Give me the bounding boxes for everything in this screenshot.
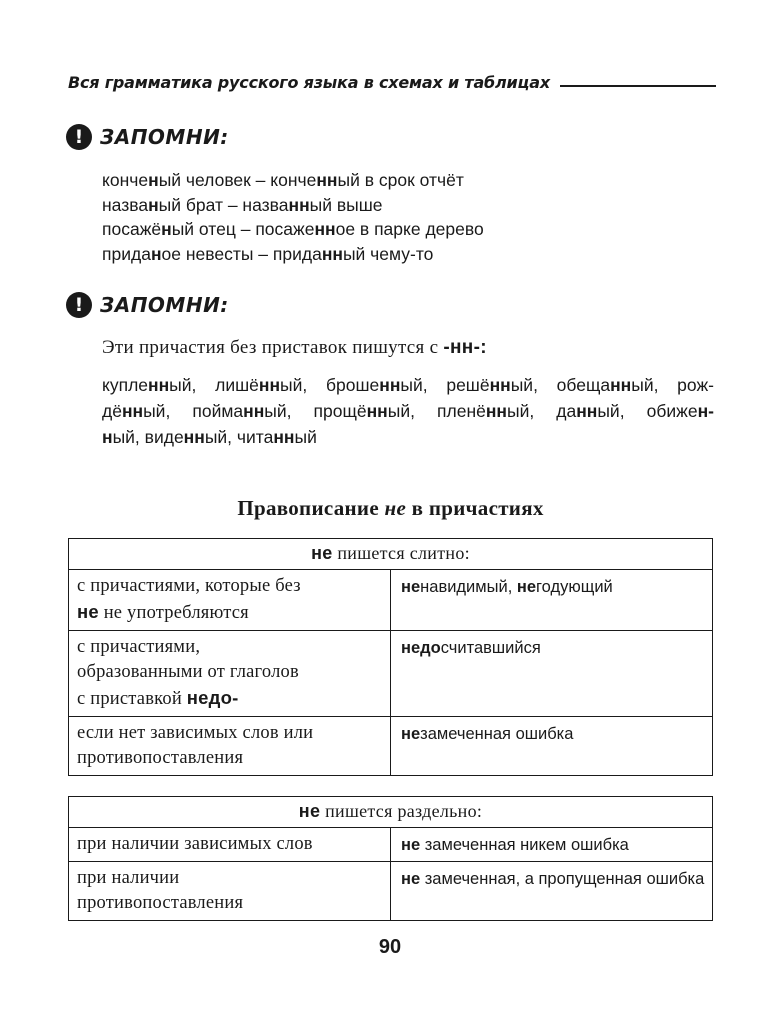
bold-fragment: нн [243,401,265,421]
text-fragment: ый, пленё [387,401,486,421]
bold-fragment: н [102,427,113,447]
example-cell [391,828,713,862]
text-line [102,424,714,450]
table-row [69,631,713,717]
bold-fragment: нн [273,427,295,447]
bold-fragment: нн [321,243,343,264]
text-line [102,398,714,424]
condition-cell [69,631,391,717]
text-fragment: ый, лишё [169,375,259,395]
section-title [68,496,713,521]
example-cell [391,862,713,921]
text-fragment: годующий [536,578,613,596]
bold-fragment: нн [366,401,388,421]
bold-fragment: н- [697,401,714,421]
text-fragment: с причастиями, [77,637,201,657]
text-fragment: ый, обиже [597,401,698,421]
remember-heading-2 [66,292,229,318]
text-fragment: ый в срок отчёт [337,170,464,190]
bold-fragment: нн [183,427,205,447]
intro-text: Эти причастия без приставок пишутся с [102,337,439,358]
table-separate-spelling [68,796,713,921]
remember-heading-1 [66,124,229,150]
bold-fragment: не [516,578,537,596]
text-fragment: ый, решё [400,375,490,395]
text-fragment: с приставкой [77,689,187,709]
bold-fragment: нн [316,170,338,190]
text-line [102,372,714,398]
text-line [102,168,722,193]
text-fragment: назва [102,194,149,215]
bold-fragment: нн [121,401,144,421]
table-header [69,797,713,828]
page-number: 90 [378,936,402,958]
bold-fragment: не [401,836,421,854]
text-fragment: ый, обеща [510,375,611,395]
bold-fragment: нн [314,219,336,239]
remember-list-1 [102,168,722,266]
remember-intro [102,336,722,360]
text-fragment: при наличии зависимых слов [77,834,313,854]
table-row [69,570,713,631]
bold-fragment: нн [288,194,310,215]
condition-cell [69,862,391,921]
text-fragment: ое в парке дерево [335,219,484,239]
header-keyword: не [311,543,333,563]
text-line [102,217,722,242]
exclamation-icon: ! [66,124,92,150]
text-fragment: ый, чита [204,427,274,447]
bold-fragment: нн [610,375,632,395]
remember-title-1: ЗАПОМНИ: [100,125,229,149]
text-fragment: ый человек – конче [158,170,317,190]
text-fragment: противопоставления [77,893,244,913]
bold-fragment: не [401,725,421,743]
header-title: Вся грамматика русского языка в схемах и таблицах [68,73,550,92]
intro-suffix-mark: -нн-: [443,337,487,358]
bold-fragment: недо- [186,687,239,708]
section-title-post: в причастиях [411,496,544,520]
example-cell [391,570,713,631]
text-fragment: ый, да [506,401,577,421]
text-fragment: ый, прощё [264,401,367,421]
text-fragment: с причастиями, которые без [77,576,301,596]
bold-fragment: нн [258,375,281,395]
text-fragment: замеченная, а пропущенная ошибка [420,870,705,888]
bold-fragment: н [161,219,172,239]
text-fragment: ое невесты – прида [161,243,322,264]
bold-fragment: нн [148,375,170,395]
text-fragment: замеченная никем ошибка [420,836,629,854]
text-fragment: навидимый, [420,578,517,596]
exclamation-icon: ! [66,292,92,318]
text-fragment: при наличии [77,868,180,888]
condition-cell [69,828,391,862]
text-fragment: ый, рож- [631,375,714,395]
bold-fragment: не [77,601,99,622]
text-fragment: ый, виде [112,427,184,447]
text-fragment: считавшийся [440,639,541,657]
text-fragment: ый отец – посаже [171,219,315,239]
header-keyword: не [298,801,321,821]
table-solid-spelling [68,538,713,776]
table-row [69,717,713,776]
text-fragment: прида [102,243,151,264]
text-fragment: замеченная ошибка [420,725,574,743]
text-line [102,193,722,218]
bold-fragment: недо [401,639,441,657]
header-rest: пишется раздельно: [320,801,483,821]
example-cell [391,717,713,776]
text-fragment: если нет зависимых слов или противопоставления [77,723,314,768]
text-fragment: купле [102,375,149,395]
table-body [69,828,713,921]
text-fragment: ый [294,427,317,447]
header-rest: пишется слитно: [332,543,470,563]
text-fragment: ый выше [309,194,383,215]
text-fragment: ый чему-то [342,243,434,264]
table-header [69,539,713,570]
bold-fragment: нн [489,375,511,395]
text-fragment: дё [102,401,122,421]
section-title-pre: Правописание [237,496,379,520]
bold-fragment: нн [576,401,598,421]
text-fragment: образованными от глаголов [77,662,299,682]
section-title-em: не [384,496,407,520]
remember-title-2: ЗАПОМНИ: [100,293,229,317]
bold-fragment: не [401,870,421,888]
text-fragment: ый, броше [280,375,380,395]
table-body [69,570,713,776]
table-row [69,828,713,862]
text-fragment: посажё [102,219,162,239]
bold-fragment: н [148,170,159,190]
bold-fragment: н [148,194,159,215]
table-header-row [69,539,713,570]
example-cell [391,631,713,717]
text-fragment: конче [102,170,149,190]
header-rule [560,85,716,87]
text-fragment: не употребляются [98,603,249,623]
condition-cell [69,570,391,631]
text-line [102,242,722,267]
table-header-row [69,797,713,828]
condition-cell [69,717,391,776]
table-row [69,862,713,921]
bold-fragment: не [401,578,421,596]
text-fragment: ый, пойма [143,401,244,421]
bold-fragment: нн [379,375,401,395]
bold-fragment: н [150,243,162,264]
text-fragment: ый брат – назва [158,194,289,215]
running-header [68,62,716,92]
bold-fragment: нн [485,401,507,421]
participle-word-list [102,372,714,450]
